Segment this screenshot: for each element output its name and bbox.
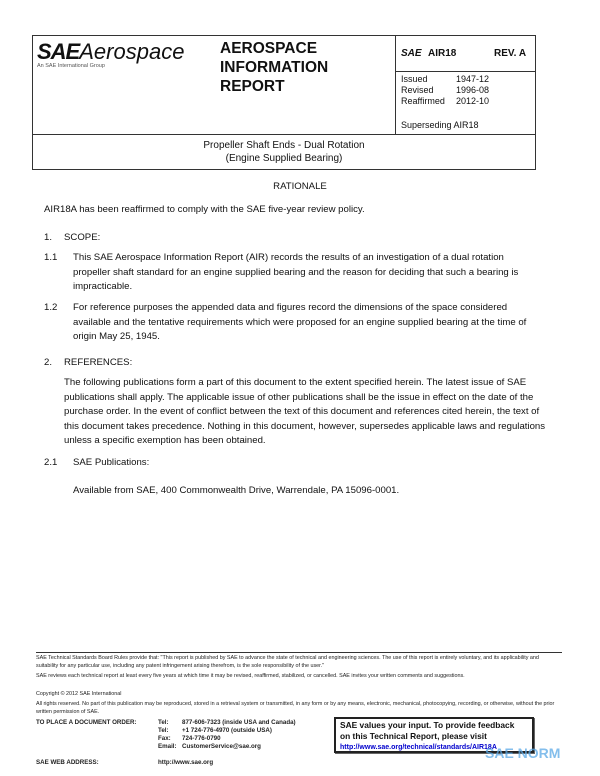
date-label: Issued	[401, 74, 428, 84]
contact-label: Tel:	[158, 719, 169, 726]
header-left-cell	[33, 36, 396, 134]
section-number: 1.1	[44, 252, 58, 263]
feedback-text: SAE values your input. To provide feedback	[340, 720, 515, 730]
section-number: 2.1	[44, 457, 58, 468]
order-label: TO PLACE A DOCUMENT ORDER:	[36, 719, 137, 726]
section-text: Available from SAE, 400 Commonwealth Drive, Warrendale, PA 15096-0001.	[73, 485, 400, 496]
section-text: The following publications form a part of this document to the extent specified herein. The latest issue of SAE publications shall apply. The applicable issue of other publications shall be the issue in effect on the date of the purchase order. In the event of conflict between the text of this document and references cited herein, the text of this document takes precedence. Nothing in this document, however, supersedes applicable laws and regulations unless a specific exemption has been obtained.	[64, 377, 546, 446]
date-value: 2012-10	[456, 96, 490, 106]
report-type-line: AEROSPACE	[220, 40, 318, 57]
contact-value: 877-606-7323 (inside USA and Canada)	[182, 719, 296, 726]
logo-word: Aerospace	[79, 39, 185, 64]
feedback-link[interactable]: http://www.sae.org/technical/standards/AIR18A	[340, 744, 497, 751]
rationale-heading: RATIONALE	[273, 181, 327, 192]
footer-divider	[36, 652, 562, 653]
report-type	[220, 39, 328, 96]
title-line: (Engine Supplied Bearing)	[225, 153, 343, 164]
footer-review: SAE reviews each technical report at least every five years at which time it may be revised, reaffirmed, stabilized, or cancelled. SAE invites your written comments and suggestions.	[36, 673, 465, 679]
document-title	[33, 134, 535, 170]
report-type-line: INFORMATION	[220, 59, 329, 76]
logo-subtitle: An SAE International Group	[37, 63, 105, 69]
date-value: 1947-12	[456, 74, 490, 84]
document-header	[32, 35, 536, 170]
section-number: 1.	[44, 232, 53, 243]
revision: REV. A	[494, 48, 527, 59]
feedback-text: on this Technical Report, please visit	[340, 730, 487, 741]
contact-value[interactable]: CustomerService@sae.org	[182, 743, 261, 750]
contact-label: Tel:	[158, 727, 169, 734]
report-type-line: REPORT	[220, 78, 285, 95]
contact-value: 724-776-0790	[182, 735, 221, 742]
footer-rights: All rights reserved. No part of this publication may be reproduced, stored in a retrieval system or transmitted, in any form or by any means, electronic, mechanical, photocopying, recording, or otherwise, without the prior written permission of SAE.	[36, 701, 555, 715]
sae-aerospace-logo	[37, 40, 184, 64]
date-label: Revised	[401, 85, 434, 95]
date-label: Reaffirmed	[401, 96, 445, 106]
title-line: Propeller Shaft Ends - Dual Rotation	[203, 140, 365, 151]
contact-label: Fax:	[158, 735, 171, 742]
contact-list	[158, 719, 338, 751]
contact-label: Email:	[158, 743, 177, 750]
footer-rules: SAE Technical Standards Board Rules provide that: "This report is published by SAE to advance the state of technical and engineering sciences. The use of this report is entirely voluntary, and its applicability and suitability for any particular use, including any patent infringement arising therefrom, is the sole responsibility of the user."	[36, 655, 539, 669]
sae-small-logo: SAE	[401, 48, 422, 59]
section-text: For reference purposes the appended data and figures record the dimensions of the space considered available and the tentative requirements which were proposed for an engine supplied bearing at the time of origin May 25, 1945.	[73, 302, 527, 342]
rationale-text: AIR18A has been reaffirmed to comply with the SAE five-year review policy.	[44, 204, 365, 215]
section-title: REFERENCES:	[64, 357, 133, 368]
logo-sae: SAE	[37, 39, 80, 64]
web-label: SAE WEB ADDRESS:	[36, 759, 99, 766]
superseding: Superseding AIR18	[401, 120, 479, 130]
date-table	[401, 74, 489, 107]
contact-value: +1 724-776-4970 (outside USA)	[182, 727, 272, 734]
footer-copyright: Copyright © 2012 SAE International	[36, 691, 122, 697]
section-number: 1.2	[44, 302, 58, 313]
sae-norm-watermark: SAE NORM	[485, 745, 561, 761]
section-title: SAE Publications:	[73, 457, 150, 468]
header-right-cell	[396, 36, 536, 134]
section-text: This SAE Aerospace Information Report (AIR) records the results of an investigation of a dual rotation propeller shaft standard for an engine supplied bearing and the reason for deciding that such a bearing is impracticable.	[73, 252, 519, 292]
web-link[interactable]: http://www.sae.org	[158, 759, 214, 766]
section-number: 2.	[44, 357, 53, 368]
doc-number: AIR18	[428, 48, 457, 59]
section-title: SCOPE:	[64, 232, 101, 243]
date-value: 1996-08	[456, 85, 490, 95]
